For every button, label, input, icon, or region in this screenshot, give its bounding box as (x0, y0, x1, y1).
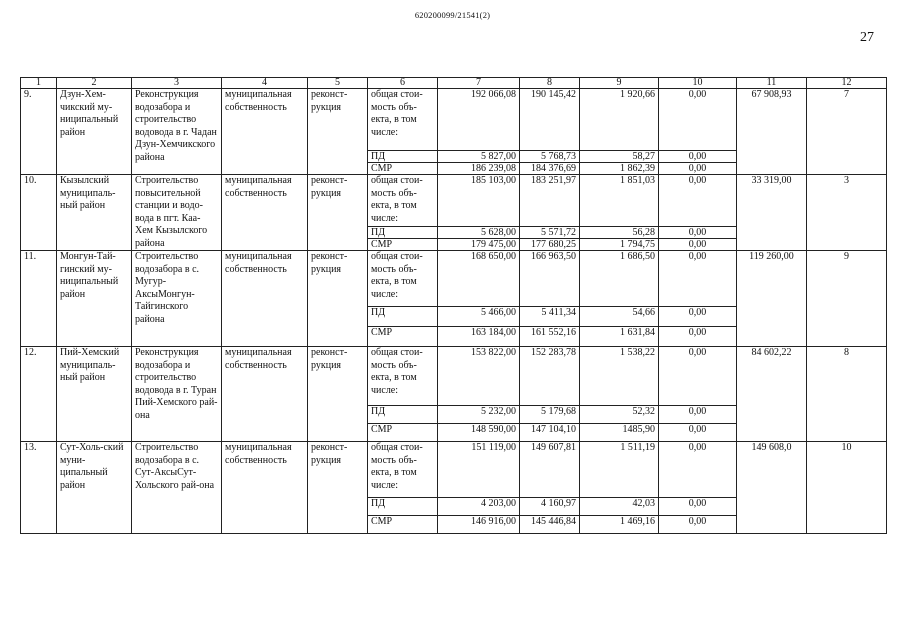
col11-value: 33 319,00 (737, 175, 807, 251)
smr-col10: 0,00 (659, 424, 737, 442)
smr-col8: 147 104,10 (520, 424, 580, 442)
smr-label: СМР (368, 327, 438, 347)
smr-col9: 1 631,84 (580, 327, 659, 347)
work-type: реконст-рукция (308, 347, 368, 442)
total-cost-col10: 0,00 (659, 442, 737, 498)
district-name: Дзун-Хем-чикский му-ниципальный район (57, 89, 132, 175)
pd-label: ПД (368, 226, 438, 238)
pd-col8: 4 160,97 (520, 498, 580, 516)
pd-col10: 0,00 (659, 151, 737, 163)
record-main-row (21, 347, 887, 406)
object-name: Строительство повысительной станции и водо-вода в пгт. Каа-Хем Кызылского района (132, 175, 222, 251)
total-cost-col8: 152 283,78 (520, 347, 580, 406)
pd-col10: 0,00 (659, 226, 737, 238)
total-cost-col8: 166 963,50 (520, 251, 580, 307)
smr-col9: 1 794,75 (580, 238, 659, 250)
cost-label: общая стои-мость объ-екта, в том числе: (368, 251, 438, 307)
total-cost-col9: 1 511,19 (580, 442, 659, 498)
col11-value: 119 260,00 (737, 251, 807, 347)
smr-col7: 148 590,00 (438, 424, 520, 442)
row-number: 9. (21, 89, 57, 175)
col11-value: 84 602,22 (737, 347, 807, 442)
total-cost-col7: 151 119,00 (438, 442, 520, 498)
total-cost-col9: 1 851,03 (580, 175, 659, 227)
work-type: реконст-рукция (308, 175, 368, 251)
pd-label: ПД (368, 151, 438, 163)
total-cost-col10: 0,00 (659, 175, 737, 227)
pd-col9: 52,32 (580, 406, 659, 424)
district-name: Сут-Холь-ский муни-ципальный район (57, 442, 132, 534)
smr-col8: 161 552,16 (520, 327, 580, 347)
smr-label: СМР (368, 516, 438, 534)
row-number: 12. (21, 347, 57, 442)
pd-col9: 42,03 (580, 498, 659, 516)
record-main-row (21, 175, 887, 227)
pd-col10: 0,00 (659, 307, 737, 327)
col12-value: 10 (807, 442, 887, 534)
record-main-row (21, 442, 887, 498)
col11-value: 149 608,0 (737, 442, 807, 534)
row-number: 10. (21, 175, 57, 251)
pd-col10: 0,00 (659, 498, 737, 516)
total-cost-col10: 0,00 (659, 89, 737, 151)
total-cost-col8: 183 251,97 (520, 175, 580, 227)
district-name: Кызылский муниципаль-ный район (57, 175, 132, 251)
smr-col10: 0,00 (659, 163, 737, 175)
total-cost-col10: 0,00 (659, 347, 737, 406)
smr-col9: 1485,90 (580, 424, 659, 442)
column-number: 4 (222, 78, 308, 89)
cost-label: общая стои-мость объ-екта, в том числе: (368, 442, 438, 498)
smr-col8: 184 376,69 (520, 163, 580, 175)
district-name: Монгун-Тай-гинский му-ниципальный район (57, 251, 132, 347)
column-number: 1 (21, 78, 57, 89)
ownership-type: муниципальная собственность (222, 89, 308, 175)
total-cost-col7: 185 103,00 (438, 175, 520, 227)
column-number: 11 (737, 78, 807, 89)
smr-col8: 145 446,84 (520, 516, 580, 534)
smr-col7: 179 475,00 (438, 238, 520, 250)
pd-col8: 5 411,34 (520, 307, 580, 327)
smr-col8: 177 680,25 (520, 238, 580, 250)
pd-col10: 0,00 (659, 406, 737, 424)
object-name: Строительство водозабора в с. Сут-АксыСут-Хольского рай-она (132, 442, 222, 534)
total-cost-col9: 1 686,50 (580, 251, 659, 307)
work-type: реконст-рукция (308, 442, 368, 534)
smr-col10: 0,00 (659, 238, 737, 250)
total-cost-col7: 168 650,00 (438, 251, 520, 307)
pd-col8: 5 571,72 (520, 226, 580, 238)
column-number: 10 (659, 78, 737, 89)
smr-label: СМР (368, 163, 438, 175)
ownership-type: муниципальная собственность (222, 175, 308, 251)
cost-label: общая стои-мость объ-екта, в том числе: (368, 347, 438, 406)
object-name: Реконструкция водозабора и строительство водовода в г. Чадан Дзун-Хемчикского района (132, 89, 222, 175)
column-number: 7 (438, 78, 520, 89)
column-number: 5 (308, 78, 368, 89)
col12-value: 7 (807, 89, 887, 175)
pd-col9: 58,27 (580, 151, 659, 163)
record-main-row (21, 251, 887, 307)
smr-col7: 146 916,00 (438, 516, 520, 534)
row-number: 13. (21, 442, 57, 534)
smr-col10: 0,00 (659, 516, 737, 534)
total-cost-col10: 0,00 (659, 251, 737, 307)
ownership-type: муниципальная собственность (222, 251, 308, 347)
record-main-row (21, 89, 887, 151)
column-number: 6 (368, 78, 438, 89)
smr-col9: 1 469,16 (580, 516, 659, 534)
column-number-row (21, 78, 887, 89)
cost-label: общая стои-мость объ-екта, в том числе: (368, 175, 438, 227)
pd-col7: 5 232,00 (438, 406, 520, 424)
pd-col9: 56,28 (580, 226, 659, 238)
column-number: 8 (520, 78, 580, 89)
col11-value: 67 908,93 (737, 89, 807, 175)
total-cost-col7: 192 066,08 (438, 89, 520, 151)
total-cost-col9: 1 538,22 (580, 347, 659, 406)
smr-col7: 186 239,08 (438, 163, 520, 175)
smr-col10: 0,00 (659, 327, 737, 347)
col12-value: 3 (807, 175, 887, 251)
ownership-type: муниципальная собственность (222, 347, 308, 442)
smr-label: СМР (368, 238, 438, 250)
object-name: Реконструкция водозабора и строительство водовода в г. Туран Пий-Хемского рай-она (132, 347, 222, 442)
document-id: 620200099/21541(2) (414, 10, 491, 20)
work-type: реконст-рукция (308, 89, 368, 175)
pd-label: ПД (368, 307, 438, 327)
total-cost-col7: 153 822,00 (438, 347, 520, 406)
pd-col7: 5 466,00 (438, 307, 520, 327)
work-type: реконст-рукция (308, 251, 368, 347)
pd-col8: 5 768,73 (520, 151, 580, 163)
column-number: 9 (580, 78, 659, 89)
column-number: 2 (57, 78, 132, 89)
col12-value: 9 (807, 251, 887, 347)
pd-col8: 5 179,68 (520, 406, 580, 424)
smr-col7: 163 184,00 (438, 327, 520, 347)
pd-label: ПД (368, 406, 438, 424)
smr-label: СМР (368, 424, 438, 442)
col12-value: 8 (807, 347, 887, 442)
district-name: Пий-Хемский муниципаль-ный район (57, 347, 132, 442)
column-number: 3 (132, 78, 222, 89)
smr-col9: 1 862,39 (580, 163, 659, 175)
total-cost-col8: 149 607,81 (520, 442, 580, 498)
total-cost-col9: 1 920,66 (580, 89, 659, 151)
column-number: 12 (807, 78, 887, 89)
row-number: 11. (21, 251, 57, 347)
ownership-type: муниципальная собственность (222, 442, 308, 534)
total-cost-col8: 190 145,42 (520, 89, 580, 151)
pd-col7: 4 203,00 (438, 498, 520, 516)
object-name: Строительство водозабора в с. Мугур-АксыМонгун-Тайгинского района (132, 251, 222, 347)
pd-col9: 54,66 (580, 307, 659, 327)
cost-label: общая стои-мость объ-екта, в том числе: (368, 89, 438, 151)
investment-objects-table (20, 77, 887, 534)
pd-col7: 5 628,00 (438, 226, 520, 238)
pd-col7: 5 827,00 (438, 151, 520, 163)
page-number: 27 (860, 30, 874, 45)
pd-label: ПД (368, 498, 438, 516)
